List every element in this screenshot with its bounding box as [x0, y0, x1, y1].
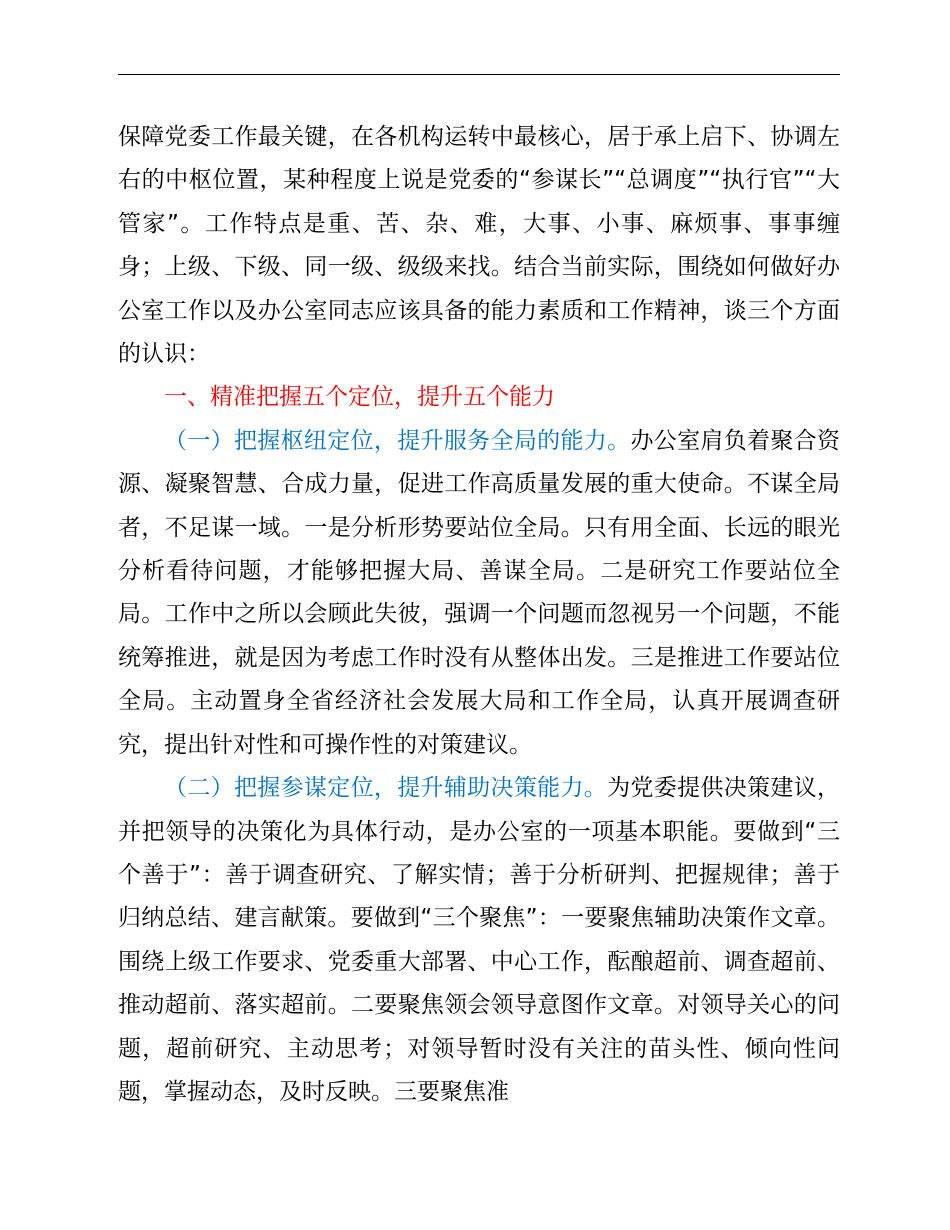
section-heading-1-text: 一、精准把握五个定位，提升五个能力: [164, 384, 555, 411]
paragraph-intro-text: 保障党委工作最关键，在各机构运转中最核心，居于承上启下、协调左右的中枢位置，某种程度上说是党委的“参谋长”“总调度”“执行官”“大管家”。工作特点是重、苦、杂、难，大事、小事、麻烦事、事事缠身；上级、下级、同一级、级级来找。结合当前实际，围绕如何做好办公室工作以及办公室同志应该具备的能力素质和工作精神，谈三个方面的认识：: [118, 124, 840, 368]
paragraph-advisor-positioning: [118, 767, 840, 1114]
header-rule: [118, 74, 840, 75]
subheading-hub-positioning: （一）把握枢纽定位，提升服务全局的能力。: [164, 427, 631, 454]
paragraph-hub-positioning: [118, 420, 840, 767]
paragraph-intro: [118, 116, 840, 376]
section-heading-1: [118, 376, 840, 419]
document-body: [118, 116, 840, 1114]
paragraph-hub-positioning-text: 办公室肩负着聚合资源、凝聚智慧、合成力量，促进工作高质量发展的重大使命。不谋全局者，不足谋一域。一是分析形势要站位全局。只有用全面、长远的眼光分析看待问题，才能够把握大局、善谋全局。二是研究工作要站位全局。工作中之所以会顾此失彼，强调一个问题而忽视另一个问题，不能统筹推进，就是因为考虑工作时没有从整体出发。三是推进工作要站位全局。主动置身全省经济社会发展大局和工作全局，认真开展调查研究，提出针对性和可操作性的对策建议。: [118, 427, 841, 758]
subheading-advisor-positioning: （二）把握参谋定位，提升辅助决策能力。: [164, 775, 608, 802]
paragraph-advisor-positioning-text: 为党委提供决策建议，并把领导的决策化为具体行动，是办公室的一项基本职能。要做到“三个善于”：善于调查研究、了解实情；善于分析研判、把握规律；善于归纳总结、建言献策。要做到“三个聚焦”：一要聚焦辅助决策作文章。围绕上级工作要求、党委重大部署、中心工作，酝酿超前、调查超前、推动超前、落实超前。二要聚焦领会领导意图作文章。对领导关心的问题，超前研究、主动思考；对领导暂时没有关注的苗头性、倾向性问题，掌握动态，及时反映。三要聚焦准: [118, 775, 841, 1105]
